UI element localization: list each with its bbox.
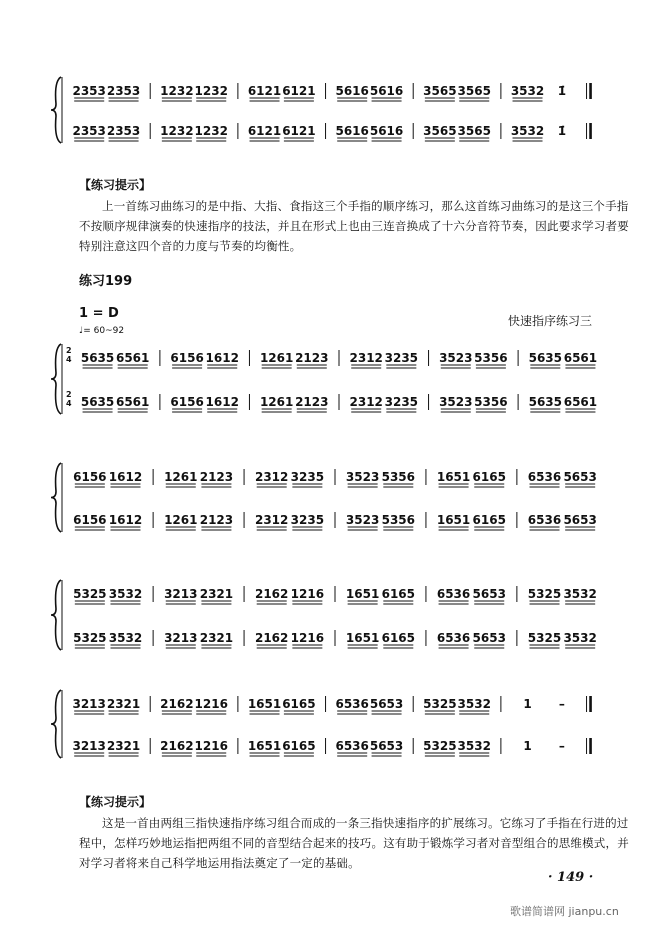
- note-group: 1232: [160, 84, 194, 98]
- note-group: 5653: [369, 739, 404, 753]
- note-group: 3532: [457, 697, 491, 711]
- note-group: 6165: [381, 631, 416, 645]
- system-brace: [51, 580, 61, 650]
- note-group: 6536: [527, 470, 562, 484]
- note-group: 1651: [436, 513, 471, 527]
- note-group: 2353: [72, 84, 106, 98]
- note-group: 5653: [563, 513, 597, 527]
- note-group: 2162: [160, 697, 194, 711]
- note-group: 3532: [563, 587, 597, 601]
- note-group: 3565: [457, 84, 491, 98]
- note-group: 1232: [194, 84, 228, 98]
- note-group: 5635: [528, 395, 563, 409]
- note-group: 1651: [247, 739, 282, 753]
- note-group: 1̇: [557, 84, 567, 98]
- note-group: 2353: [72, 124, 106, 138]
- note-group: 2312: [349, 351, 383, 365]
- note-group: 2321: [199, 631, 234, 645]
- note-group: 3532: [563, 631, 597, 645]
- note-group: 3523: [345, 513, 380, 527]
- note-group: 1216: [290, 587, 325, 601]
- note-group: 3532: [510, 124, 545, 138]
- note-group: 1651: [436, 470, 471, 484]
- note-group: 3213: [72, 739, 106, 753]
- note-group: 6536: [335, 739, 369, 753]
- note-group: 1232: [194, 124, 228, 138]
- note-group: 6561: [115, 395, 150, 409]
- note-group: 2312: [254, 470, 289, 484]
- note-group: 2353: [106, 124, 141, 138]
- note-group: 6156: [170, 395, 204, 409]
- note-group: 1651: [345, 631, 380, 645]
- note-group: 3523: [345, 470, 380, 484]
- note-group: 3235: [290, 470, 325, 484]
- note-group: 5616: [335, 84, 369, 98]
- note-group: 1612: [205, 395, 239, 409]
- note-group: 5325: [423, 697, 457, 711]
- note-group: 6121: [282, 124, 316, 138]
- note-group: 3235: [384, 351, 419, 365]
- note-group: –: [558, 739, 565, 753]
- note-group: 2321: [106, 697, 141, 711]
- note-group: 6561: [115, 351, 150, 365]
- note-group: 3565: [423, 84, 457, 98]
- note-group: 5653: [472, 587, 506, 601]
- note-group: 2162: [254, 587, 289, 601]
- system-brace: [51, 463, 61, 532]
- tip2-title: 【练习提示】: [79, 795, 152, 809]
- note-group: 3532: [510, 84, 545, 98]
- note-group: 6536: [436, 587, 471, 601]
- note-group: 5356: [381, 470, 416, 484]
- page-number: · 149 ·: [548, 870, 594, 885]
- system-brace: [51, 344, 61, 414]
- note-group: 2123: [199, 470, 234, 484]
- note-group: 5356: [474, 395, 508, 409]
- note-group: 6165: [472, 470, 506, 484]
- note-group: 2123: [199, 513, 234, 527]
- note-group: 1232: [160, 124, 194, 138]
- note-group: 2353: [106, 84, 141, 98]
- note-group: 1216: [194, 697, 228, 711]
- tip2-body: 这是一首由两组三指快速指序练习组合而成的一条三指快速指序的扩展练习。它练习了手指在行进的过程中，怎样巧妙地运指把两组不同的音型结合起来的技巧。这有助于锻炼学习者对音型组合的思维模式，并对学习者将来自己科学地运用指法奠定了一定的基础。: [79, 816, 629, 870]
- note-group: 1216: [290, 631, 325, 645]
- note-group: 5325: [73, 587, 107, 601]
- note-group: 5356: [381, 513, 416, 527]
- note-group: 3213: [72, 697, 106, 711]
- note-group: 1216: [194, 739, 228, 753]
- note-group: 6121: [282, 84, 316, 98]
- exercise-title: 练习199: [79, 274, 133, 289]
- note-group: 5635: [80, 351, 115, 365]
- note-group: 3213: [164, 631, 198, 645]
- note-group: 5653: [563, 470, 597, 484]
- time-signature-numerator: 2: [66, 390, 72, 399]
- exercise-subtitle: 快速指序练习三: [508, 314, 593, 328]
- note-group: 6156: [73, 470, 107, 484]
- watermark: 歌谱简谱网 jianpu.cn: [510, 905, 619, 918]
- note-group: 5325: [527, 631, 562, 645]
- note-group: 2312: [254, 513, 289, 527]
- key-signature: 1 = D: [79, 306, 119, 321]
- note-group: 5616: [335, 124, 369, 138]
- note-group: 2162: [160, 739, 194, 753]
- note-group: 1: [523, 697, 532, 711]
- note-group: 1: [523, 739, 532, 753]
- note-group: 3532: [108, 631, 143, 645]
- note-group: –: [558, 697, 565, 711]
- note-group: 2321: [199, 587, 234, 601]
- note-group: 3523: [439, 351, 473, 365]
- note-group: 2123: [295, 351, 329, 365]
- note-group: 2312: [349, 395, 383, 409]
- note-group: 3565: [457, 124, 491, 138]
- note-group: 5616: [369, 124, 404, 138]
- note-group: 6561: [563, 351, 598, 365]
- note-group: 5616: [369, 84, 404, 98]
- note-group: 5653: [472, 631, 506, 645]
- note-group: 2321: [106, 739, 141, 753]
- note-group: 6121: [247, 84, 282, 98]
- note-group: 6536: [436, 631, 471, 645]
- system-brace: [51, 690, 61, 758]
- note-group: 1612: [108, 513, 143, 527]
- note-group: 3565: [423, 124, 457, 138]
- note-group: 6536: [335, 697, 369, 711]
- note-group: 1261: [259, 395, 294, 409]
- note-group: 2162: [254, 631, 289, 645]
- note-group: 6156: [170, 351, 204, 365]
- note-group: 3235: [290, 513, 325, 527]
- tip1-body: 上一首练习曲练习的是中指、大指、食指这三个手指的顺序练习，那么这首练习曲练习的是这三个手指不按顺序规律演奏的快速指序的技法，并且在形式上也由三连音换成了十六分音符节奏，因此要求学习者要特别注意这四个音的力度与节奏的均衡性。: [79, 199, 629, 253]
- note-group: 5356: [474, 351, 508, 365]
- note-group: 1261: [164, 513, 198, 527]
- note-group: 6165: [381, 587, 416, 601]
- note-group: 3523: [439, 395, 473, 409]
- tip1-title: 【练习提示】: [79, 178, 152, 192]
- note-group: 6165: [472, 513, 506, 527]
- time-signature-numerator: 2: [66, 346, 72, 355]
- time-signature-denominator: 4: [66, 355, 72, 364]
- note-group: 6156: [73, 513, 107, 527]
- note-group: 2123: [295, 395, 329, 409]
- note-group: 1261: [259, 351, 294, 365]
- note-group: 1612: [108, 470, 143, 484]
- note-group: 1651: [345, 587, 380, 601]
- note-group: 6561: [563, 395, 598, 409]
- note-group: 3235: [384, 395, 419, 409]
- note-group: 1̇: [557, 124, 567, 138]
- note-group: 5653: [369, 697, 404, 711]
- note-group: 6165: [282, 697, 316, 711]
- note-group: 5325: [527, 587, 562, 601]
- note-group: 3213: [164, 587, 198, 601]
- note-group: 5325: [423, 739, 457, 753]
- note-group: 5635: [80, 395, 115, 409]
- note-group: 5325: [73, 631, 107, 645]
- note-group: 1651: [247, 697, 282, 711]
- note-group: 3532: [457, 739, 491, 753]
- note-group: 6536: [527, 513, 562, 527]
- note-group: 3532: [108, 587, 143, 601]
- note-group: 6165: [282, 739, 316, 753]
- note-group: 6121: [247, 124, 282, 138]
- system-brace: [51, 77, 61, 143]
- note-group: 1261: [164, 470, 198, 484]
- time-signature-denominator: 4: [66, 399, 72, 408]
- note-group: 1612: [205, 351, 239, 365]
- tempo-marking: ♩= 60~92: [79, 326, 125, 336]
- note-group: 5635: [528, 351, 563, 365]
